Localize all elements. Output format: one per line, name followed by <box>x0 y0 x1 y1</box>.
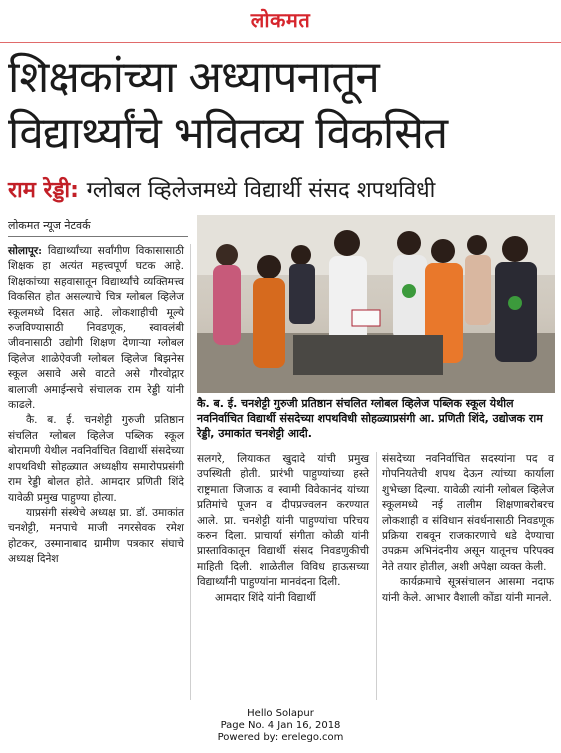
footer-page-date: Page No. 4 Jan 16, 2018 <box>220 720 341 731</box>
article-paragraph: संसदेच्या नवनिर्वाचित सदस्यांना पद व गोपनियतेची शपथ देऊन त्यांच्या कार्याला शुभेच्छा दिल्या. यावेळी त्यांनी ग्लोबल व्हिलेज स्कूलमध्ये नई तालीम शिक्षणाबरोबरच लोकशाही व संविधान संवर्धनासाठी निवडणूक प्रक्रिया राबवून राजकारणाचे धडे देण्याचा उपक्रम अभिनंदनीय असून यातूनच परिपक्व नेते तयार होतील, अशी अपेक्षा व्यक्त केली. <box>382 453 554 573</box>
column-divider <box>190 244 191 700</box>
masthead-divider <box>0 42 561 43</box>
headline <box>8 50 553 162</box>
article-paragraph: याप्रसंगी संस्थेचे अध्यक्ष प्रा. डॉ. उमाकांत चनशेट्टी, मनपाचे माजी नगरसेवक रमेश होटकर, उस्मानाबाद ग्रामीण पत्रकार संघाचे अध्यक्ष दिनेश <box>8 506 184 566</box>
article-column-3 <box>382 452 554 606</box>
page-footer <box>0 708 561 744</box>
column-divider <box>376 452 377 700</box>
subhead-speaker: राम रेड्डी: <box>8 178 79 203</box>
dateline: सोलापूर: <box>8 245 43 257</box>
article-paragraph: आमदार शिंदे यांनी विद्यार्थी <box>215 591 316 604</box>
article-paragraph: कै. ब. ई. चनशेट्टी गुरुजी प्रतिष्ठान संचलित ग्लोबल व्हिलेज पब्लिक स्कूल बोरामणी येथील नवनिर्वाचित विद्यार्थी संसदेच्या शपथविधी सोहळ्यात अध्यक्षीय समारोपप्रसंगी राम रेड्डी बोलत होते. आमदार प्रणिती शिंदे यावेळी प्रमुख पाहुण्या होत्या. <box>8 414 184 504</box>
article-paragraph: सलगरे, लियाकत खुदादे यांची प्रमुख उपस्थिती होती. प्रारंभी पाहुण्यांच्या हस्ते राष्ट्रमाता जिजाऊ व स्वामी विवेकानंद यांच्या प्रतिमांचे पूजन व दीपप्रज्वलन करण्यात आले. प्रा. चनशेट्टी यांनी पाहुण्यांचा परिचय करुन दिला. प्राचार्या संगीता कोळी यांनी प्रास्ताविकातून विद्यार्थी संसद निवडणुकीची माहिती दिली. शाळेतील विविध हाऊसच्या विद्यार्थ्यांनी पाहुण्यांना मानवंदना दिली. <box>197 453 369 589</box>
byline-divider <box>8 236 188 237</box>
photo-caption: कै. ब. ई. चनशेट्टी गुरुजी प्रतिष्ठान संचलित ग्लोबल व्हिलेज पब्लिक स्कूल येथील नवनिर्वाचित विद्यार्थी संसदेच्या शपथविधी सोहळ्याप्रसंगी आ. प्रणिती शिंदे, उद्योजक राम रेड्डी, उमाकांत चनशेट्टी आदी. <box>197 397 543 440</box>
event-photo <box>197 215 555 393</box>
article-paragraph <box>8 244 184 413</box>
footer-powered-by: Powered by: erelego.com <box>217 732 344 743</box>
headline-line-1: शिक्षकांच्या अध्यापनातून <box>8 52 379 103</box>
subhead-text: ग्लोबल व्हिलेजमध्ये विद्यार्थी संसद शपथविधी <box>86 178 436 203</box>
article-column-1 <box>8 244 184 568</box>
article-paragraph: कार्यक्रमाचे सूत्रसंचालन आसमा नदाफ यांनी केले. आभार वैशाली कोंडा यांनी मानले. <box>382 576 554 604</box>
masthead <box>0 0 561 40</box>
headline-line-2: विद्यार्थ्यांचे भवितव्य विकसित <box>8 108 448 159</box>
article-column-2 <box>197 452 369 606</box>
event-photo-illustration <box>197 215 555 393</box>
footer-publication: Hello Solapur <box>247 708 314 719</box>
lokmat-logo: लोकमत <box>250 8 311 32</box>
byline: लोकमत न्यूज नेटवर्क <box>8 219 91 232</box>
paragraph-text: विद्यार्थ्यांच्या सर्वांगीण विकासासाठी शिक्षक हा अत्यंत महत्त्वपूर्ण घटक आहे. शिक्षकांच्या सहवासातून विद्यार्थ्यांचे व्यक्तिमत्त्व विकसित होत असल्याचे चित्र ग्लोबल व्हिलेज स्कूलमध्ये दिसत आहे. लोकशाहीची मूल्ये रुजविण्यासाठी निवडणूक, स्वावलंबी जीवनासाठी उद्योगी शिक्षण देणाऱ्या ग्लोबल व्हिलेज शाळेऐवजी ग्लोबल व्हिलेज बिझनेस स्कूल असावे असे वाटते असे गौरवोद्गार बालाजी अमाईन्सचे संचालक राम रेड्डी यांनी काढले. <box>8 245 184 412</box>
subheadline <box>8 176 553 206</box>
